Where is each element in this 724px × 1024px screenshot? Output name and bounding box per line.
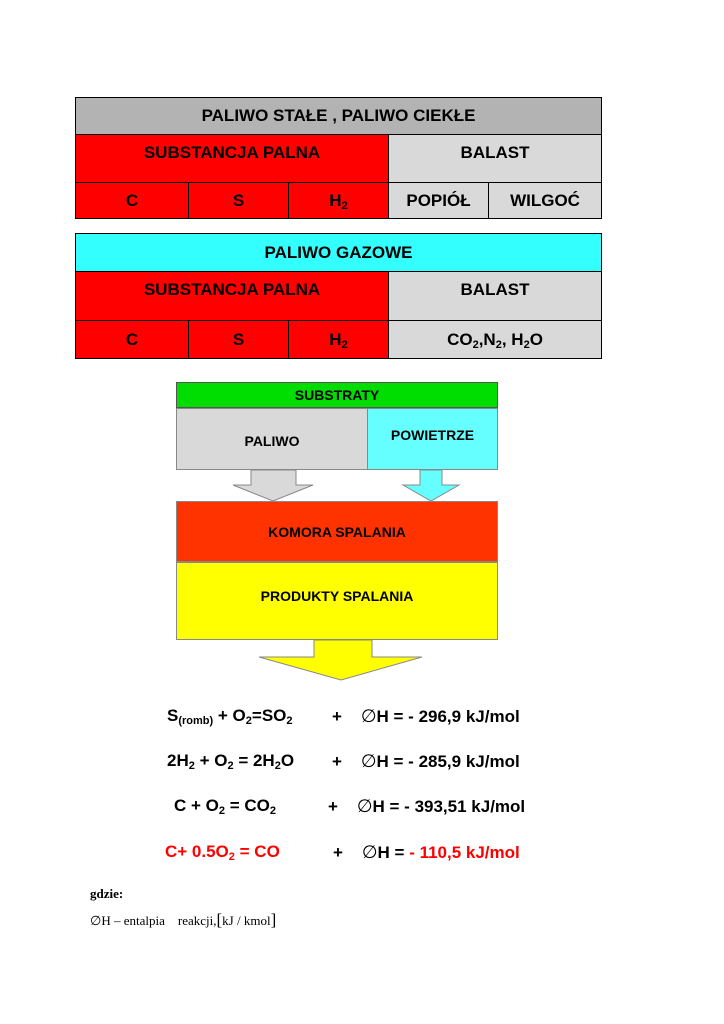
- element-c: C: [76, 183, 189, 219]
- reaction-hydrogen: $2H_2 + O_2 = 2H_2O$: [167, 751, 295, 772]
- reaction-carbon-dioxide: $C + O_2 = CO_2$: [174, 796, 276, 817]
- ballast-label: BALAST: [389, 272, 602, 321]
- ballast-label: BALAST: [389, 135, 602, 183]
- air-box: POWIETRZE: [367, 408, 498, 470]
- reaction-sulfur: $S_{(romb)} + O_2=SO_2$: [167, 706, 293, 727]
- ballast-moisture: WILGOĆ: [489, 183, 602, 219]
- element-s: S: [189, 183, 289, 219]
- combustible-label: SUBSTANCJA PALNA: [76, 135, 389, 183]
- products-arrow: [259, 640, 422, 680]
- element-c: C: [76, 321, 189, 359]
- combustion-products-box: PRODUKTY SPALANIA: [176, 562, 498, 640]
- reaction-carbon-monoxide-enthalpy: + ∅H = - 110,5 kJ/mol: [333, 842, 520, 862]
- reaction-carbon-monoxide: $C+ 0.5O_2$ = CO: [165, 842, 280, 863]
- legend-enthalpy: ∅H – entalpia reakcji,[kJ / kmol]: [90, 910, 277, 929]
- fuel-box: PALIWO: [176, 408, 368, 470]
- legend-where: gdzie:: [90, 886, 124, 901]
- air-arrow: [403, 470, 459, 501]
- element-s: S: [189, 321, 289, 359]
- ballast-ash: POPIÓŁ: [389, 183, 489, 219]
- element-h2: $H_2$: [289, 183, 389, 219]
- combustible-label: SUBSTANCJA PALNA: [76, 272, 389, 321]
- element-h2: $H_2$: [289, 321, 389, 359]
- reaction-carbon-dioxide-enthalpy: + ∅H = - 393,51 kJ/mol: [328, 796, 526, 816]
- substrates-box: SUBSTRATY: [176, 382, 498, 408]
- reaction-sulfur-enthalpy: + ∅H = - 296,9 kJ/mol: [332, 706, 520, 726]
- combustion-chamber-box: KOMORA SPALANIA: [176, 501, 498, 562]
- ballast-gases: $CO_2,N_2$, $H_2O$: [389, 321, 602, 359]
- fuel-arrow: [233, 470, 313, 501]
- table-title: PALIWO STAŁE , PALIWO CIEKŁE: [76, 98, 602, 135]
- table-title: PALIWO GAZOWE: [76, 234, 602, 272]
- reaction-hydrogen-enthalpy: + ∅H = - 285,9 kJ/mol: [332, 751, 520, 771]
